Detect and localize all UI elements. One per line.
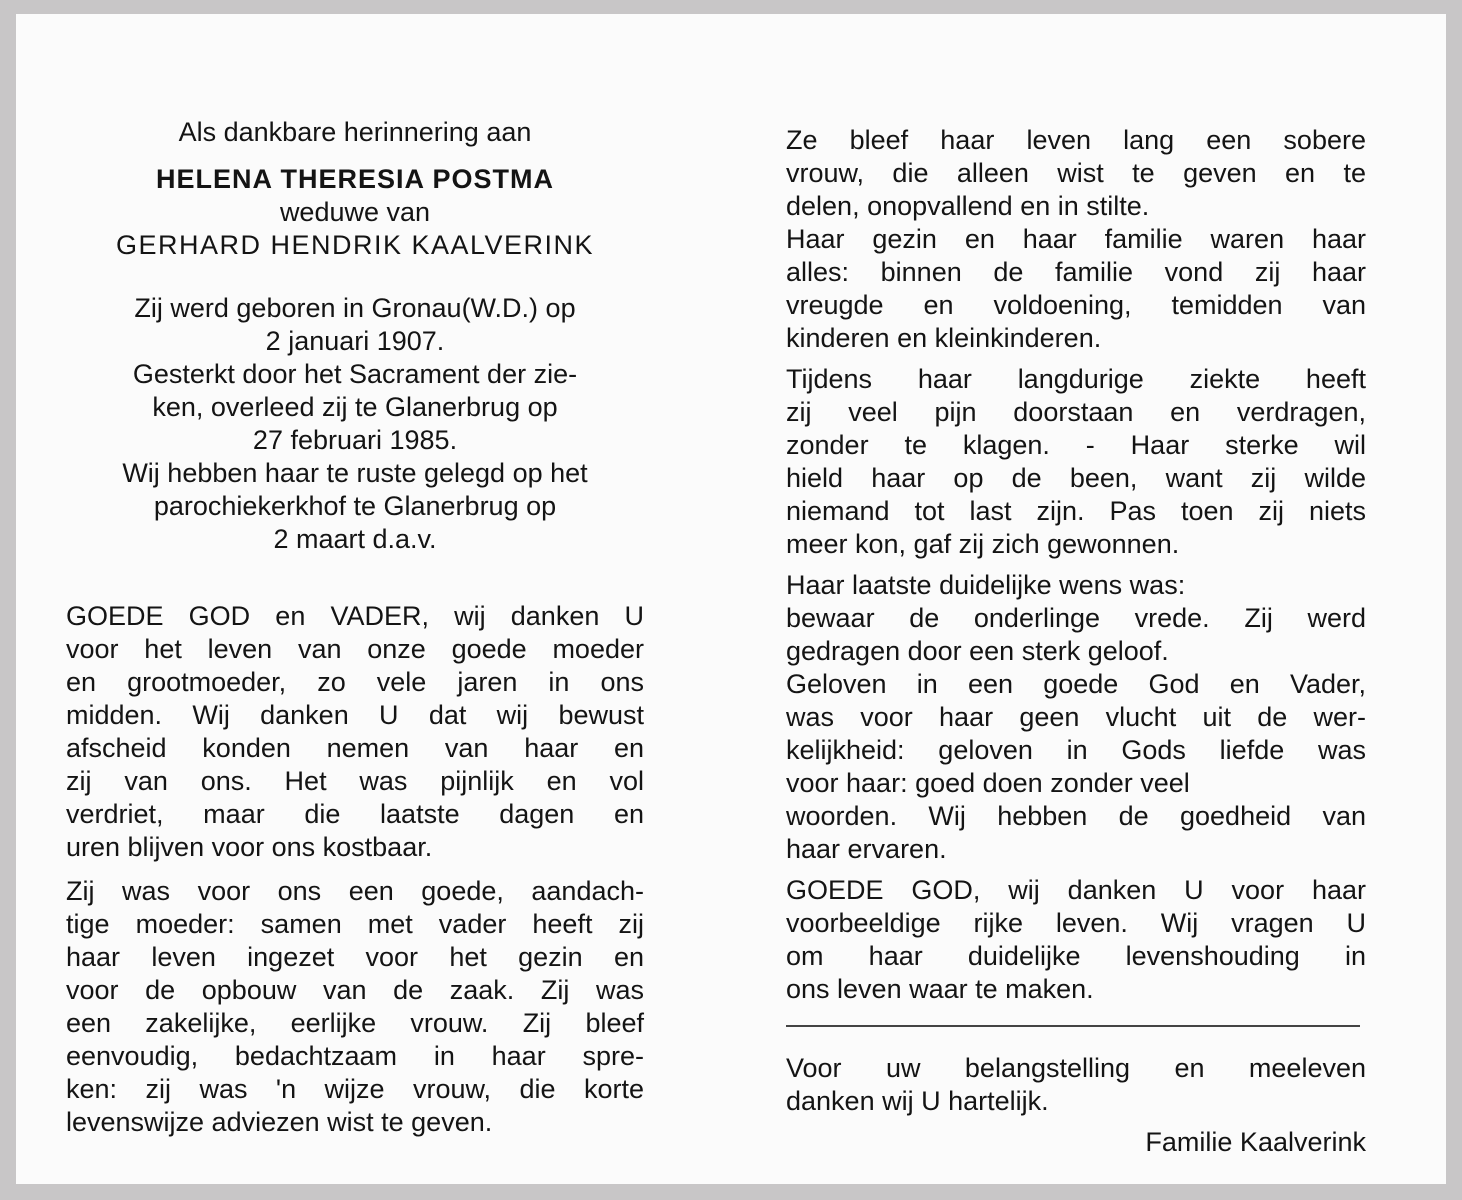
text-line: voor haar: goed doen zonder veel xyxy=(786,768,1190,798)
deceased-name: HELENA THERESIA POSTMA xyxy=(155,164,555,194)
burial-date: 2 maart d.a.v. xyxy=(273,524,437,554)
tribute-line: levenswijze adviezen wist te geven. xyxy=(66,1107,493,1137)
biography xyxy=(66,292,644,556)
text-line: zonder te klagen. - Haar sterke wil xyxy=(786,430,1366,460)
tribute-line: tige moeder: samen met vader heeft zij xyxy=(66,909,644,939)
bio-line: Wij hebben haar te ruste gelegd op het xyxy=(122,458,588,488)
thanks-line: Voor uw belangstelling en meeleven xyxy=(786,1053,1366,1083)
thanks-block xyxy=(786,1052,1366,1118)
prayer-line: afscheid konden nemen van haar en xyxy=(66,733,644,763)
tribute-line: haar leven ingezet voor het gezin en xyxy=(66,942,644,972)
birth-date: 2 januari 1907. xyxy=(265,326,445,356)
text-line: vrouw, die alleen wist te geven en te xyxy=(786,158,1366,188)
divider xyxy=(786,1025,1360,1027)
prayer-line: en grootmoeder, zo vele jaren in ons xyxy=(66,667,644,697)
text-line: was voor haar geen vlucht uit de wer- xyxy=(786,702,1366,732)
text-line: vreugde en voldoening, temidden van xyxy=(786,290,1366,320)
bio-line: Zij werd geboren in Gronau(W.D.) op xyxy=(134,293,576,323)
closing-prayer-line: voorbeeldige rijke leven. Wij vragen U xyxy=(786,908,1366,938)
text-line: meer kon, gaf zij zich gewonnen. xyxy=(786,529,1180,559)
death-date: 27 februari 1985. xyxy=(252,425,458,455)
tribute-line: een zakelijke, eerlijke vrouw. Zij bleef xyxy=(66,1008,644,1038)
right-page xyxy=(786,14,1366,1184)
prayer-line: zij van ons. Het was pijnlijk en vol xyxy=(66,766,644,796)
prayer-text xyxy=(66,600,644,1139)
tribute-line: ken: zij was 'n wijze vrouw, die korte xyxy=(66,1074,644,1104)
text-line: niemand tot last zijn. Pas toen zij niets xyxy=(786,496,1366,526)
bio-line: Gesterkt door het Sacrament der zie- xyxy=(132,359,578,389)
text-line: Haar laatste duidelijke wens was: xyxy=(786,570,1186,600)
text-line: haar ervaren. xyxy=(786,834,947,864)
prayer-line: midden. Wij danken U dat wij bewust xyxy=(66,700,644,730)
prayer-line: GOEDE GOD en VADER, wij danken U xyxy=(66,601,644,631)
husband-name: GERHARD HENDRIK KAALVERINK xyxy=(115,230,595,260)
text-line: Tijdens haar langdurige ziekte heeft xyxy=(786,364,1366,394)
prayer-line: uren blijven voor ons kostbaar. xyxy=(66,832,433,862)
text-line: bewaar de onderlinge vrede. Zij werd xyxy=(786,603,1366,633)
text-line: alles: binnen de familie vond zij haar xyxy=(786,257,1366,287)
text-line: delen, onopvallend en in stilte. xyxy=(786,191,1150,221)
tribute-line: eenvoudig, bedachtzaam in haar spre- xyxy=(66,1041,644,1071)
text-line: Geloven in een goede God en Vader, xyxy=(786,669,1366,699)
text-line: hield haar op de been, want zij wilde xyxy=(786,463,1366,493)
relation-text: weduwe van xyxy=(279,197,431,227)
thanks-line: danken wij U hartelijk. xyxy=(786,1086,1049,1116)
signature: Familie Kaalverink xyxy=(1145,1127,1366,1157)
bio-line: ken, overleed zij te Glanerbrug op xyxy=(152,392,558,422)
memorial-card xyxy=(16,14,1446,1184)
text-line: kelijkheid: geloven in Gods liefde was xyxy=(786,735,1366,765)
memorial-text xyxy=(786,124,1366,1006)
dedication-text: Als dankbare herinnering aan xyxy=(178,117,532,147)
prayer-line: verdriet, maar die laatste dagen en xyxy=(66,799,644,829)
tribute-line: Zij was voor ons een goede, aandach- xyxy=(66,876,644,906)
prayer-line: voor het leven van onze goede moeder xyxy=(66,634,644,664)
text-line: woorden. Wij hebben de goedheid van xyxy=(786,801,1366,831)
text-line: Ze bleef haar leven lang een sobere xyxy=(786,125,1366,155)
intro-block xyxy=(66,116,644,262)
closing-prayer-line: om haar duidelijke levenshouding in xyxy=(786,941,1366,971)
text-line: zij veel pijn doorstaan en verdragen, xyxy=(786,397,1366,427)
text-line: kinderen en kleinkinderen. xyxy=(786,323,1102,353)
text-line: Haar gezin en haar familie waren haar xyxy=(786,224,1366,254)
closing-prayer-line: GOEDE GOD, wij danken U voor haar xyxy=(786,875,1366,905)
tribute-line: voor de opbouw van de zaak. Zij was xyxy=(66,975,644,1005)
closing-prayer-line: ons leven waar te maken. xyxy=(786,974,1094,1004)
text-line: gedragen door een sterk geloof. xyxy=(786,636,1169,666)
left-page xyxy=(66,14,644,1184)
bio-line: parochiekerkhof te Glanerbrug op xyxy=(153,491,557,521)
